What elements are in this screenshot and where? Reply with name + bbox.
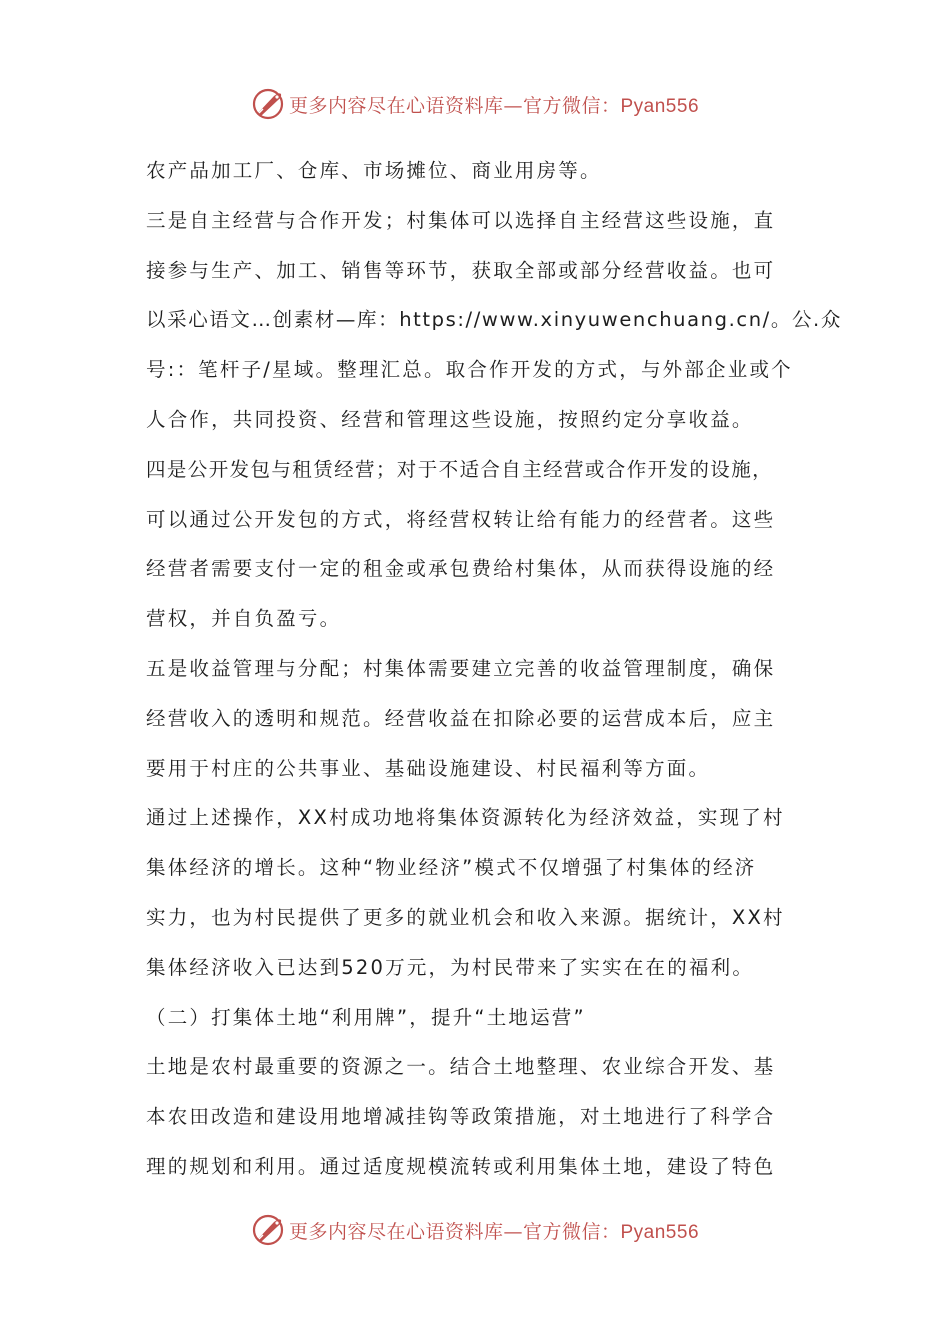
text-line: 经营收入的透明和规范。经营收益在扣除必要的运营成本后，应主 [146, 706, 776, 730]
wechat-id: Pyan556 [620, 1221, 700, 1243]
text-line: 四是公开发包与租赁经营；对于不适合自主经营或合作开发的设施， [146, 457, 774, 481]
text-line: 实力，也为村民提供了更多的就业机会和收入来源。据统计，XX村 [146, 905, 785, 929]
document-body [146, 146, 842, 1192]
watermark-text: 更多内容尽在心语资料库—官方微信：Pyan556 [288, 1220, 700, 1243]
pen-quill-logo-icon [251, 1213, 285, 1247]
text-line: 集体经济收入已达到520万元，为村民带来了实实在在的福利。 [146, 955, 755, 979]
text-line: 本农田改造和建设用地增减挂钩等政策措施，对土地进行了科学合 [146, 1105, 776, 1129]
text-line: 五是收益管理与分配；村集体需要建立完善的收益管理制度，确保 [146, 656, 776, 680]
text-line: 接参与生产、加工、销售等环节，获取全部或部分经营收益。也可 [146, 258, 776, 282]
text-line: 人合作，共同投资、经营和管理这些设施，按照约定分享收益。 [146, 407, 754, 431]
text-line: 土地是农村最重要的资源之一。结合土地整理、农业综合开发、基 [146, 1055, 776, 1079]
text-line: 以采心语文…创素材—库：https://www.xinyuwenchuang.cn/。公.众 [146, 308, 842, 332]
text-line: 营权，并自负盈亏。 [146, 607, 342, 631]
wechat-id: Pyan556 [620, 95, 700, 117]
pen-quill-logo-icon [251, 87, 285, 121]
watermark-text: 更多内容尽在心语资料库—官方微信：Pyan556 [288, 94, 700, 117]
text-line: 三是自主经营与合作开发；村集体可以选择自主经营这些设施，直 [146, 208, 776, 232]
text-line: 集体经济的增长。这种“物业经济”模式不仅增强了村集体的经济 [146, 856, 757, 880]
section-heading: （二）打集体土地“利用牌”，提升“土地运营” [146, 1005, 586, 1029]
text-line: 通过上述操作，XX村成功地将集体资源转化为经济效益，实现了村 [146, 806, 785, 830]
text-line: 农产品加工厂、仓库、市场摊位、商业用房等。 [146, 159, 602, 182]
text-line: 要用于村庄的公共事业、基础设施建设、村民福利等方面。 [146, 756, 711, 780]
text-line: 理的规划和利用。通过适度规模流转或利用集体土地，建设了特色 [146, 1154, 776, 1178]
text-line: 可以通过公开发包的方式，将经营权转让给有能力的经营者。这些 [146, 507, 776, 531]
footer-watermark [0, 1210, 950, 1250]
header-watermark [0, 84, 950, 124]
text-line: 号:：笔杆子/星域。整理汇总。取合作开发的方式，与外部企业或个 [146, 358, 793, 382]
text-line: 经营者需要支付一定的租金或承包费给村集体，从而获得设施的经 [146, 557, 776, 581]
